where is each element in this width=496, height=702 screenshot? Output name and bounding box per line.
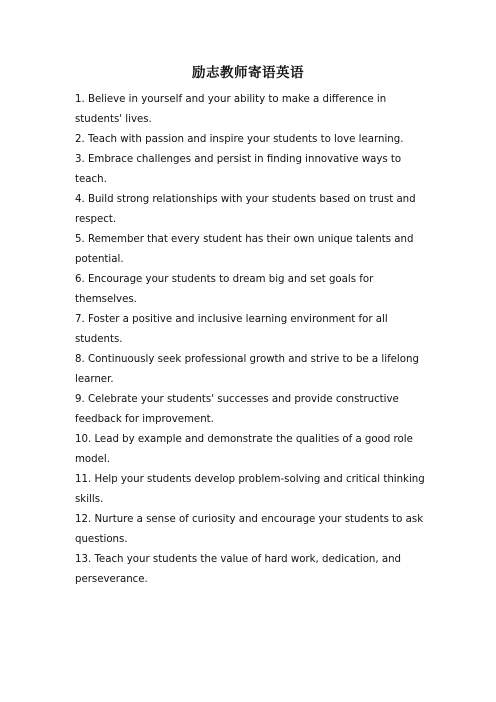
list-item: 3. Embrace challenges and persist in finding innovative ways to teach. [75,154,402,185]
list-item: 7. Foster a positive and inclusive learning environment for all students. [75,314,388,345]
list-item: 6. Encourage your students to dream big and set goals for themselves. [75,274,374,305]
list-item: 9. Celebrate your students' successes and provide constructive feedback for improvement. [75,394,399,425]
list-item: 5. Remember that every student has their own unique talents and potential. [75,234,414,265]
list-item: 10. Lead by example and demonstrate the qualities of a good role model. [75,434,413,465]
list-item: 8. Continuously seek professional growth and strive to be a lifelong learner. [75,354,419,385]
list-item: 11. Help your students develop problem-solving and critical thinking skills. [75,474,425,505]
list-item: 12. Nurture a sense of curiosity and encourage your students to ask questions. [75,514,424,545]
list-item: 13. Teach your students the value of hard work, dedication, and perseverance. [75,554,402,585]
document-body [75,90,425,590]
list-item: 2. Teach with passion and inspire your students to love learning. [75,134,404,145]
list-item: 4. Build strong relationships with your students based on trust and respect. [75,194,416,225]
document-title: 励志教师寄语英语 [192,65,304,81]
list-item: 1. Believe in yourself and your ability to make a difference in students' lives. [75,94,387,125]
